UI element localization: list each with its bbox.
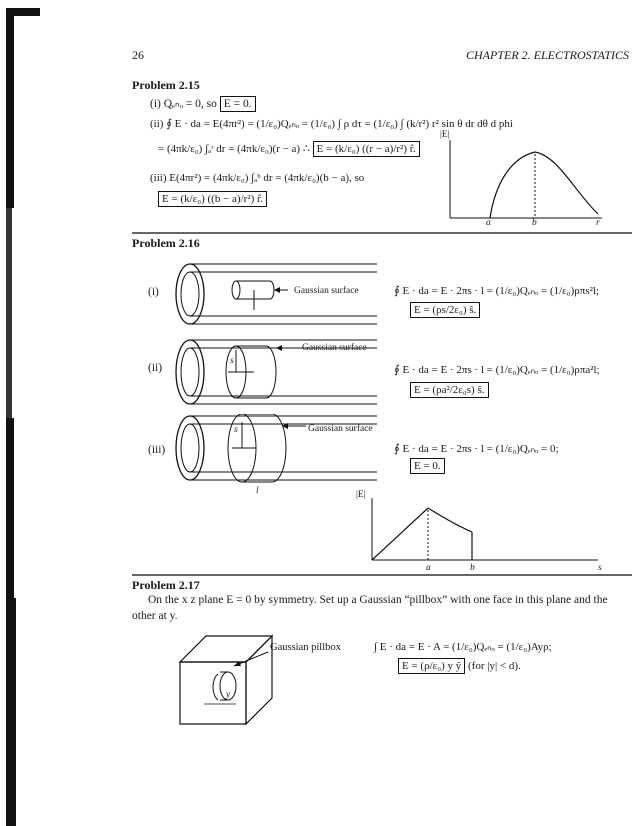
- p216-graph-ylabel: |E|: [356, 490, 366, 500]
- p215-line-i: [150, 96, 256, 110]
- p215-answer-ii: E = (k/ε₀) ((r − a)/r²) r̂.: [313, 141, 420, 157]
- p215-curve-rise: [490, 152, 535, 218]
- p215-answer-iii: E = (k/ε₀) ((b − a)/r²) r̂.: [158, 191, 267, 207]
- binding-bar-low: [6, 418, 14, 598]
- p216-label-iii: (iii): [148, 444, 166, 456]
- chapter-title: CHAPTER 2. ELECTROSTATICS: [466, 48, 630, 62]
- slab-front: [180, 662, 246, 724]
- p216-s-label-ii: s: [230, 356, 234, 366]
- p216-graph-tick-a: a: [426, 563, 431, 573]
- p215-line-ii-b-text: = (4πk/ε₀) ∫ₐʳ dr = (4πk/ε₀)(r − a) ∴: [158, 143, 310, 155]
- inner-end-ii: [181, 348, 199, 396]
- p215-graph-tick-a: a: [486, 218, 491, 228]
- pillbox-y-label: y: [226, 690, 231, 700]
- divider-2: [132, 574, 632, 576]
- p216-eq-i: ∮ E · da = E · 2πs · l = (1/ε₀)Qₑₙₒ = (1/ε₀)ρπs²l;: [394, 285, 600, 297]
- p216-answer-i: E = (ρs/2ε₀) ŝ.: [410, 302, 480, 318]
- outer-end-iii: [176, 416, 204, 480]
- p216-graph: [366, 496, 606, 566]
- p216-label-ii: (ii): [148, 362, 163, 374]
- p217-answer: E = (ρ/ε₀) y ŷ: [398, 658, 465, 674]
- binding-bar-bottom: [6, 598, 16, 826]
- p216-box-i-wrap: [410, 304, 480, 316]
- gauss-label-i: Gaussian surface: [294, 286, 359, 296]
- p215-line-ii-b: [158, 142, 420, 155]
- p216-eq-iii: ∮ E · da = E · 2πs · l = (1/ε₀)Qₑₙₒ = 0;: [394, 443, 559, 455]
- p216-eq-ii: ∮ E · da = E · 2πs · l = (1/ε₀)Qₑₙₒ = (1/ε₀)ρπa²l;: [394, 364, 600, 376]
- p216-l-label: l: [256, 486, 259, 496]
- problem-2-16-title: Problem 2.16: [132, 236, 200, 250]
- p217-para-2: other at y.: [132, 610, 178, 622]
- p215-graph: [440, 130, 610, 230]
- binding-bar-mid: [6, 208, 12, 418]
- gauss-cyl-end-i: [232, 281, 240, 299]
- p215-answer-i: E = 0.: [220, 96, 256, 112]
- binding-bar-top-h: [6, 8, 40, 16]
- p216-graph-tick-b: b: [470, 563, 475, 573]
- p215-line-ii: (ii) ∮ E · da = E(4πr²) = (1/ε₀)Qₑₙₒ = (1/ε₀) ∫ ρ dτ = (1/ε₀) ∫ (k/r²) r² sin θ dr dθ d phi: [150, 118, 513, 130]
- p215-graph-xlabel: r: [596, 218, 600, 228]
- inner-end-iii: [181, 424, 199, 472]
- problem-2-15-title: Problem 2.15: [132, 78, 200, 92]
- p215-line-i-text: (i) Qₑₙₒ = 0, so: [150, 98, 217, 110]
- p216-label-i: (i): [148, 286, 159, 298]
- gauss-label-ii: Gaussian surface: [302, 343, 367, 353]
- page-number: 26: [132, 48, 144, 62]
- p216-linear-rise: [372, 508, 428, 560]
- p216-box-ii-wrap: [410, 384, 489, 396]
- outer-end-ii: [176, 340, 204, 404]
- binding-bar-top: [6, 8, 14, 208]
- gauss-label-iii: Gaussian surface: [308, 424, 373, 434]
- p215-graph-ylabel: |E|: [440, 130, 450, 140]
- p216-decay: [428, 508, 472, 532]
- p215-curve-fall: [535, 152, 598, 214]
- divider-1: [132, 232, 632, 234]
- p216-box-iii-wrap: [410, 460, 445, 472]
- outer-end-i: [176, 264, 204, 324]
- slab-side: [246, 636, 272, 724]
- p216-answer-iii: E = 0.: [410, 458, 445, 474]
- p215-line-iii-box-wrap: [158, 193, 267, 205]
- pillbox-diagram: [176, 630, 276, 726]
- p217-condition: (for |y| < d).: [468, 660, 521, 672]
- p217-box-wrap: [398, 660, 521, 672]
- p215-graph-tick-b: b: [532, 218, 537, 228]
- p216-answer-ii: E = (ρa²/2ε₀s) ŝ.: [410, 382, 489, 398]
- p215-line-iii: (iii) E(4πr²) = (4πk/ε₀) ∫ₐᵇ dr = (4πk/ε₀)(b − a), so: [150, 172, 365, 184]
- p217-para-1: On the x z plane E = 0 by symmetry. Set up a Gaussian “pillbox” with one face in this plane and the: [148, 594, 608, 606]
- p216-s-label-iii: s: [234, 425, 238, 435]
- p217-eq: ∫ E · da = E · A = (1/ε₀)Qₑₙₒ = (1/ε₀)Ayρ;: [374, 641, 552, 653]
- p216-graph-xlabel: s: [598, 563, 602, 573]
- pillbox-label: Gaussian pillbox: [270, 642, 341, 653]
- inner-end-i: [181, 272, 199, 316]
- problem-2-17-title: Problem 2.17: [132, 578, 200, 592]
